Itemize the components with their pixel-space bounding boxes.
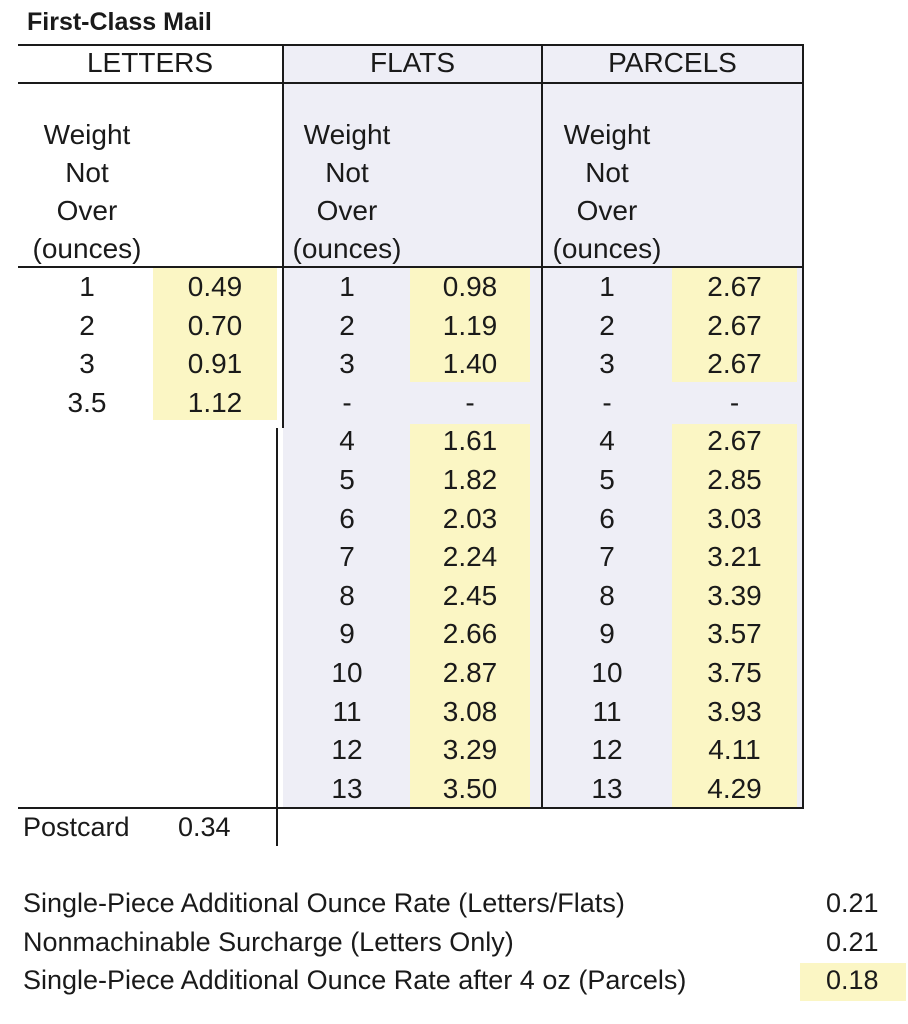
rate-cell: - <box>729 387 740 418</box>
rate-cell: 0.91 <box>187 348 243 379</box>
footnote-rate: 0.21 <box>826 888 879 918</box>
weight-cell: 1 <box>599 271 615 302</box>
weight-cell: 4 <box>339 425 355 456</box>
footnote-label: Single-Piece Additional Ounce Rate after 4 oz (Parcels) <box>23 965 687 995</box>
rate-cell: 2.67 <box>707 310 762 341</box>
postcard-label: Postcard <box>23 812 130 842</box>
rate-cell: 0.49 <box>187 271 243 302</box>
footnote-label: Nonmachinable Surcharge (Letters Only) <box>23 927 514 957</box>
weight-cell: 7 <box>339 541 355 572</box>
weight-cell: 11 <box>332 696 362 727</box>
weight-cell: 10 <box>331 657 363 688</box>
weight-cell: 10 <box>591 657 623 688</box>
weight-cell: 13 <box>591 773 623 804</box>
weight-cell: 2 <box>79 310 95 341</box>
weight-cell: 3 <box>339 348 355 379</box>
parcels-weight-header: Weight Not Over (ounces) <box>552 119 662 264</box>
letters-header: LETTERS <box>86 47 214 78</box>
weight-cell: 8 <box>339 580 355 611</box>
rate-cell: 2.67 <box>707 348 762 379</box>
rate-cell: 3.75 <box>707 657 762 688</box>
table-top-line <box>18 44 804 46</box>
weight-cell: 4 <box>599 425 615 456</box>
weight-cell: 13 <box>331 773 363 804</box>
weight-cell: 5 <box>339 464 355 495</box>
table-right-border <box>802 44 804 809</box>
rate-cell: 2.85 <box>707 464 762 495</box>
footnote-rate: 0.18 <box>826 965 879 995</box>
weight-cell: 9 <box>339 618 355 649</box>
rate-cell: 1.61 <box>442 425 498 456</box>
rate-cell: 1.82 <box>442 464 498 495</box>
rate-cell: 2.24 <box>442 541 498 572</box>
rate-cell: - <box>465 387 475 418</box>
weight-cell: 1 <box>339 271 355 302</box>
weight-cell: - <box>342 387 352 418</box>
rate-cell: 2.66 <box>442 618 498 649</box>
weight-cell: - <box>602 387 612 418</box>
rate-cell: 1.19 <box>442 310 498 341</box>
weight-cell: 8 <box>599 580 615 611</box>
rate-cell: 3.93 <box>707 696 762 727</box>
rate-cell: 4.29 <box>707 773 762 804</box>
weight-cell: 9 <box>599 618 615 649</box>
rate-cell: 0.70 <box>187 310 243 341</box>
weight-cell: 3.5 <box>67 387 107 418</box>
weight-cell: 5 <box>599 464 615 495</box>
letters-flats-divider-lower <box>276 428 278 846</box>
rate-cell: 3.57 <box>707 618 762 649</box>
header-bottom-line <box>18 82 804 84</box>
weight-cell: 6 <box>339 503 355 534</box>
weight-cell: 1 <box>79 271 95 302</box>
letters-weight-header: Weight Not Over (ounces) <box>32 119 142 264</box>
weight-cell: 12 <box>331 734 363 765</box>
rate-cell: 3.21 <box>707 541 762 572</box>
footnote-label: Single-Piece Additional Ounce Rate (Letters/Flats) <box>23 888 625 918</box>
rate-cell: 3.50 <box>442 773 498 804</box>
weight-cell: 3 <box>599 348 615 379</box>
rate-cell: 3.08 <box>442 696 498 727</box>
rate-cell: 2.03 <box>442 503 498 534</box>
weight-cell: 2 <box>339 310 355 341</box>
rate-cell: 2.67 <box>707 425 762 456</box>
rate-cell: 2.45 <box>442 580 498 611</box>
rate-cell: 3.29 <box>442 734 498 765</box>
weight-cell: 3 <box>79 348 95 379</box>
weight-cell: 6 <box>599 503 615 534</box>
page-title: First-Class Mail <box>27 8 212 36</box>
rate-cell: 4.11 <box>708 734 761 765</box>
rate-cell: 0.98 <box>442 271 498 302</box>
weight-cell: 2 <box>599 310 615 341</box>
rate-cell: 3.39 <box>707 580 762 611</box>
parcels-header: PARCELS <box>608 47 737 78</box>
weight-cell: 11 <box>592 696 622 727</box>
flats-weight-header: Weight Not Over (ounces) <box>292 119 402 264</box>
rate-cell: 3.03 <box>707 503 762 534</box>
weight-cell: 12 <box>591 734 623 765</box>
footnote-rate: 0.21 <box>826 927 879 957</box>
rate-cell: 1.12 <box>187 387 243 418</box>
rate-cell: 1.40 <box>442 348 498 379</box>
flats-header: FLATS <box>369 47 456 78</box>
postcard-rate: 0.34 <box>178 812 231 842</box>
rate-cell: 2.67 <box>707 271 762 302</box>
weight-cell: 7 <box>599 541 615 572</box>
rate-cell: 2.87 <box>442 657 498 688</box>
